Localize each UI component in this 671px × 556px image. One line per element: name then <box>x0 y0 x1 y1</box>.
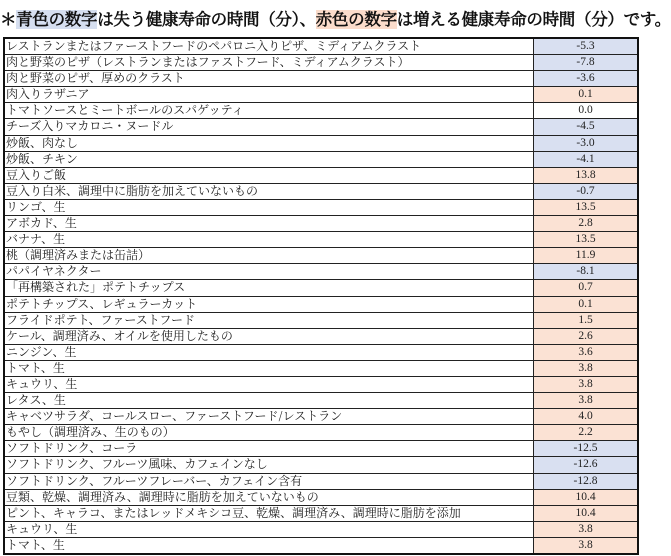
food-name: ソフトドリンク、コーラ <box>5 441 534 456</box>
red-label: 赤色の数字 <box>315 10 397 29</box>
minutes-value: 3.8 <box>534 393 637 408</box>
health-minutes-table <box>3 37 639 555</box>
table-row <box>5 232 637 248</box>
minutes-value: 3.8 <box>534 361 637 376</box>
minutes-value: -5.3 <box>534 39 637 54</box>
table-row <box>5 216 637 232</box>
food-name: バナナ、生 <box>5 232 534 247</box>
table-row <box>5 200 637 216</box>
title-prefix: ＊ <box>0 10 17 29</box>
minutes-value: -0.7 <box>534 184 637 199</box>
table-row <box>5 490 637 506</box>
food-name: ケール、調理済み、オイルを使用したもの <box>5 329 534 344</box>
food-name: 肉と野菜のピザ（レストランまたはファストフード、ミディアムクラスト） <box>5 55 534 70</box>
table-row <box>5 538 637 553</box>
table-row <box>5 264 637 280</box>
table-row <box>5 457 637 473</box>
food-name: トマト、生 <box>5 361 534 376</box>
food-name: 豆入りご飯 <box>5 168 534 183</box>
table-row <box>5 184 637 200</box>
food-name: 肉と野菜のピザ、厚めのクラスト <box>5 71 534 86</box>
table-row <box>5 377 637 393</box>
blue-label: 青色の数字 <box>16 10 98 29</box>
table-row <box>5 168 637 184</box>
food-name: アボカド、生 <box>5 216 534 231</box>
food-name: キュウリ、生 <box>5 522 534 537</box>
food-name: リンゴ、生 <box>5 200 534 215</box>
minutes-value: -12.6 <box>534 457 637 472</box>
minutes-value: -12.5 <box>534 441 637 456</box>
food-name: 「再構築された」ポテトチップス <box>5 280 534 295</box>
title-suffix: は増える健康寿命の時間（分）です。 <box>396 10 671 29</box>
table-row <box>5 280 637 296</box>
minutes-value: -3.0 <box>534 136 637 151</box>
minutes-value: 2.8 <box>534 216 637 231</box>
food-name: フライドポテト、ファーストフード <box>5 313 534 328</box>
minutes-value: 0.0 <box>534 103 637 118</box>
table-row <box>5 361 637 377</box>
food-name: 炒飯、チキン <box>5 152 534 167</box>
minutes-value: -3.6 <box>534 71 637 86</box>
title-middle: は失う健康寿命の時間（分）、 <box>97 10 316 29</box>
food-name: トマト、生 <box>5 538 534 553</box>
table-row <box>5 87 637 103</box>
minutes-value: 2.2 <box>534 425 637 440</box>
minutes-value: -8.1 <box>534 264 637 279</box>
minutes-value: 2.6 <box>534 329 637 344</box>
minutes-value: 1.5 <box>534 313 637 328</box>
table-row <box>5 136 637 152</box>
minutes-value: -12.8 <box>534 474 637 489</box>
minutes-value: 10.4 <box>534 490 637 505</box>
table-row <box>5 152 637 168</box>
table-row <box>5 393 637 409</box>
food-name: ピント、キャラコ、またはレッドメキシコ豆、乾燥、調理済み、調理時に脂肪を添加 <box>5 506 534 521</box>
minutes-value: 0.1 <box>534 297 637 312</box>
food-name: 豆類、乾燥、調理済み、調理時に脂肪を加えていないもの <box>5 490 534 505</box>
table-row <box>5 522 637 538</box>
minutes-value: -4.5 <box>534 119 637 134</box>
food-name: もやし（調理済み、生のもの） <box>5 425 534 440</box>
table-row <box>5 409 637 425</box>
minutes-value: 3.8 <box>534 522 637 537</box>
food-name: 炒飯、肉なし <box>5 136 534 151</box>
minutes-value: 0.1 <box>534 87 637 102</box>
food-name: キュウリ、生 <box>5 377 534 392</box>
table-row <box>5 313 637 329</box>
food-name: トマトソースとミートボールのスパゲッティ <box>5 103 534 118</box>
table-row <box>5 71 637 87</box>
food-name: ニンジン、生 <box>5 345 534 360</box>
table-row <box>5 441 637 457</box>
food-name: レタス、生 <box>5 393 534 408</box>
table-row <box>5 103 637 119</box>
minutes-value: 3.6 <box>534 345 637 360</box>
legend-title <box>0 6 671 30</box>
table-row <box>5 39 637 55</box>
food-name: ポテトチップス、レギュラーカット <box>5 297 534 312</box>
minutes-value: 0.7 <box>534 280 637 295</box>
minutes-value: 13.8 <box>534 168 637 183</box>
table-row <box>5 345 637 361</box>
food-name: 肉入りラザニア <box>5 87 534 102</box>
minutes-value: 3.8 <box>534 377 637 392</box>
food-name: チーズ入りマカロニ・ヌードル <box>5 119 534 134</box>
food-name: ソフトドリンク、フルーツ風味、カフェインなし <box>5 457 534 472</box>
minutes-value: -4.1 <box>534 152 637 167</box>
table-row <box>5 329 637 345</box>
food-name: キャベツサラダ、コールスロー、ファーストフード/レストラン <box>5 409 534 424</box>
minutes-value: 10.4 <box>534 506 637 521</box>
minutes-value: 13.5 <box>534 200 637 215</box>
minutes-value: -7.8 <box>534 55 637 70</box>
food-name: 桃（調理済みまたは缶詰） <box>5 248 534 263</box>
table-row <box>5 297 637 313</box>
food-name: ソフトドリンク、フルーツフレーバー、カフェイン含有 <box>5 474 534 489</box>
table-row <box>5 474 637 490</box>
food-name: パパイヤネクター <box>5 264 534 279</box>
minutes-value: 11.9 <box>534 248 637 263</box>
minutes-value: 13.5 <box>534 232 637 247</box>
table-row <box>5 425 637 441</box>
food-name: レストランまたはファーストフードのペパロニ入りピザ、ミディアムクラスト <box>5 39 534 54</box>
table-row <box>5 55 637 71</box>
table-row <box>5 248 637 264</box>
minutes-value: 4.0 <box>534 409 637 424</box>
table-row <box>5 506 637 522</box>
table-row <box>5 119 637 135</box>
minutes-value: 3.8 <box>534 538 637 553</box>
food-name: 豆入り白米、調理中に脂肪を加えていないもの <box>5 184 534 199</box>
